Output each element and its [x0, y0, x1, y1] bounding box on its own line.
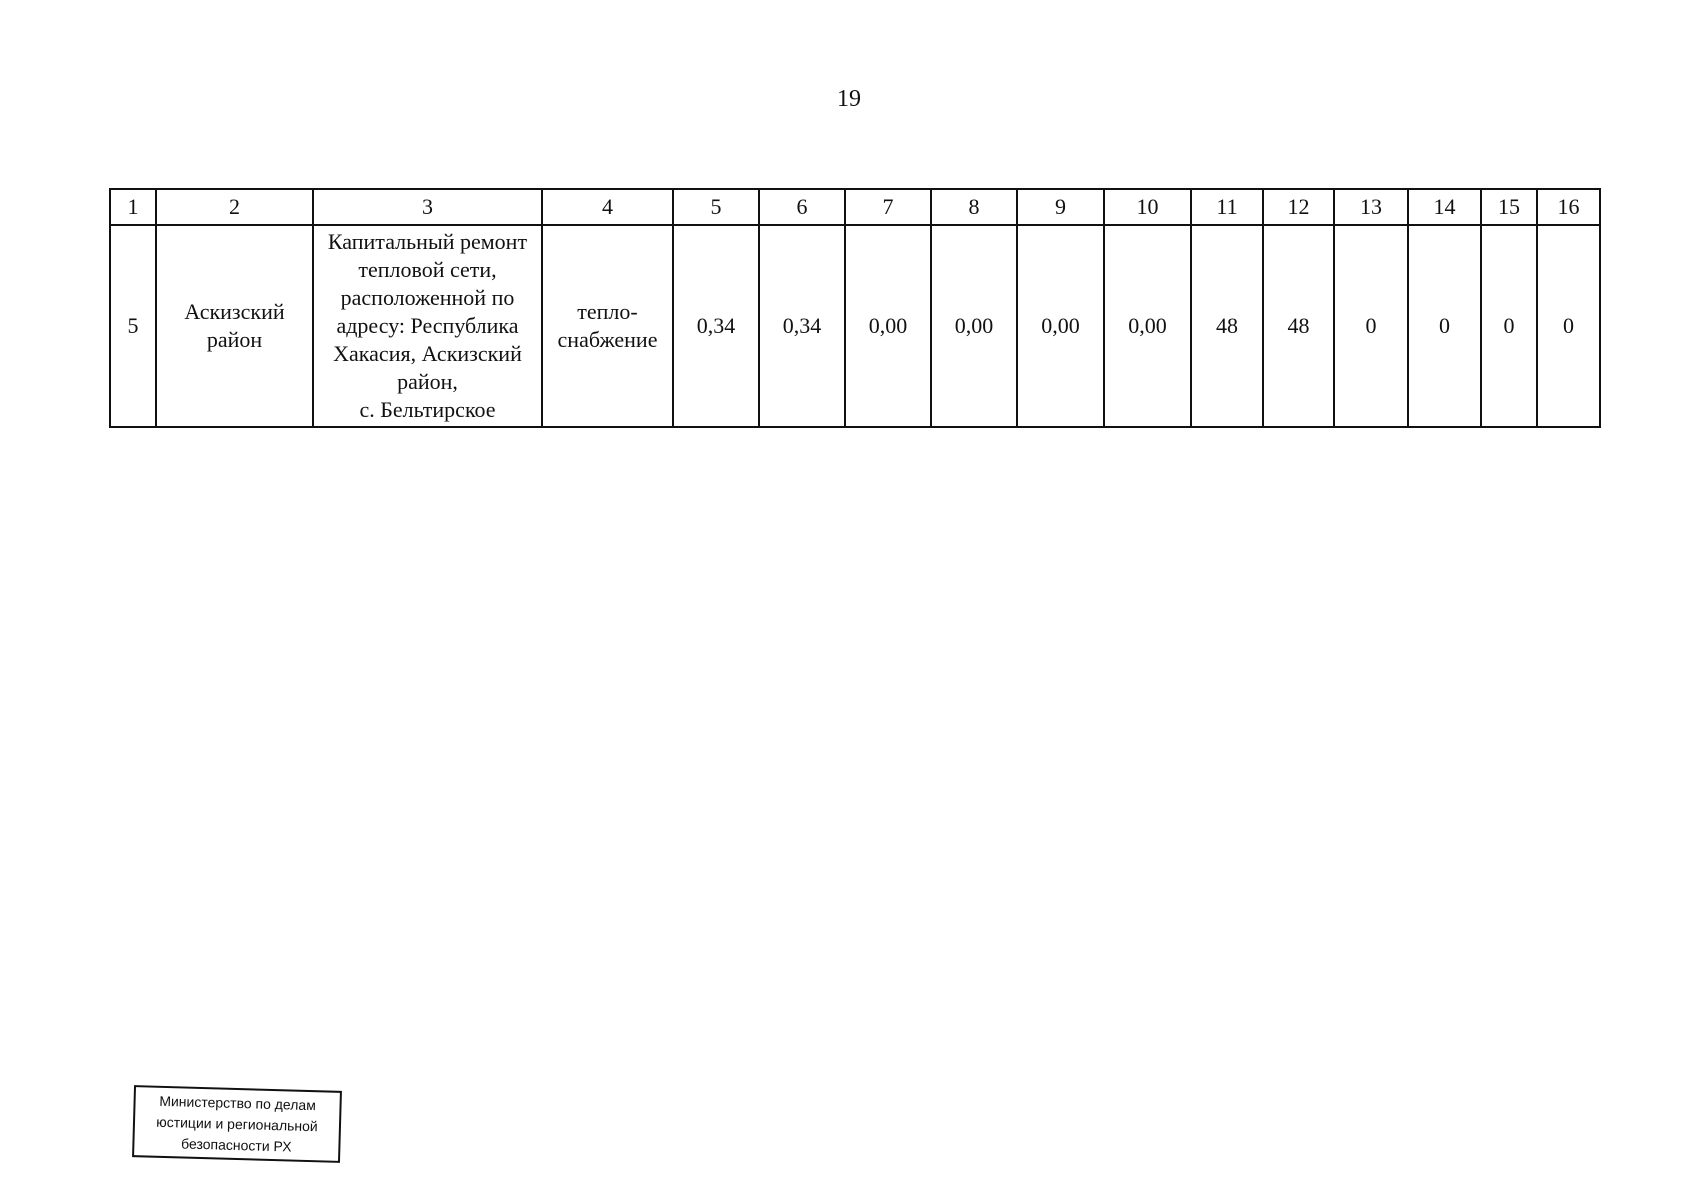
column-number: 5	[673, 189, 759, 225]
table-header-row	[110, 189, 1600, 225]
value-cell: 0	[1481, 225, 1537, 427]
column-number: 9	[1017, 189, 1104, 225]
column-number: 12	[1263, 189, 1334, 225]
column-number: 14	[1408, 189, 1481, 225]
stamp-line: безопасности РХ	[180, 1135, 292, 1155]
column-number: 8	[931, 189, 1017, 225]
district-cell: Аскизский район	[156, 225, 313, 427]
value-cell: 0,00	[1104, 225, 1191, 427]
page-number: 19	[837, 86, 861, 112]
column-number: 10	[1104, 189, 1191, 225]
value-cell: 0	[1334, 225, 1408, 427]
stamp-line: юстиции и региональной	[155, 1113, 318, 1135]
value-cell: 48	[1263, 225, 1334, 427]
data-table	[109, 188, 1601, 428]
stamp-line: Министерство по делам	[159, 1092, 317, 1114]
column-number: 1	[110, 189, 156, 225]
table-row	[110, 225, 1600, 427]
column-number: 4	[542, 189, 673, 225]
ministry-stamp	[132, 1085, 342, 1163]
project-description-cell: Капитальный ремонт тепловой сети, расположенной по адресу: Республика Хакасия, Аскизский район, с. Бельтирское	[313, 225, 542, 427]
row-number-cell: 5	[110, 225, 156, 427]
value-cell: 0	[1408, 225, 1481, 427]
value-cell: 0	[1537, 225, 1600, 427]
value-cell: 48	[1191, 225, 1263, 427]
value-cell: 0,00	[845, 225, 931, 427]
column-number: 13	[1334, 189, 1408, 225]
column-number: 11	[1191, 189, 1263, 225]
value-cell: 0,34	[673, 225, 759, 427]
value-cell: 0,34	[759, 225, 845, 427]
value-cell: 0,00	[1017, 225, 1104, 427]
column-number: 15	[1481, 189, 1537, 225]
column-number: 3	[313, 189, 542, 225]
utility-type-cell: тепло- снабжение	[542, 225, 673, 427]
column-number: 7	[845, 189, 931, 225]
column-number: 16	[1537, 189, 1600, 225]
column-number: 6	[759, 189, 845, 225]
column-number: 2	[156, 189, 313, 225]
value-cell: 0,00	[931, 225, 1017, 427]
